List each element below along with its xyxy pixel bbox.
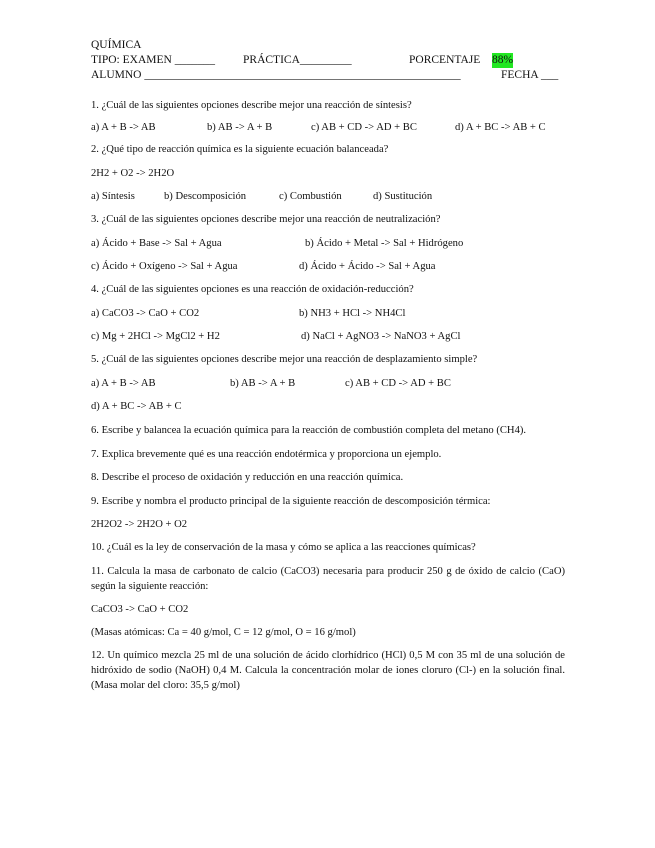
- question-11-atomic-masses: (Masas atómicas: Ca = 40 g/mol, C = 12 g/mol, O = 16 g/mol): [91, 627, 356, 638]
- exam-page: [91, 38, 565, 693]
- header-student-row: [91, 68, 565, 83]
- option-d: d) Sustitución: [373, 191, 433, 202]
- option-d: d) NaCl + AgNO3 -> NaNO3 + AgCl: [301, 331, 461, 342]
- question-3-options-row1: [91, 236, 565, 251]
- option-a: a) Ácido + Base -> Sal + Agua: [91, 238, 222, 249]
- question-11: 11. Calcula la masa de carbonato de calcio (CaCO3) necesaria para producir 250 g de óxido de calcio (CaO) según la siguiente reacción:: [91, 566, 565, 592]
- student-field: ALUMNO _______________________________________________________: [91, 69, 461, 81]
- question-9-equation: 2H2O2 -> 2H2O + O2: [91, 519, 188, 530]
- percentage-label: PORCENTAJE: [409, 54, 481, 66]
- option-d: d) A + BC -> AB + C: [91, 401, 182, 412]
- option-c: c) Mg + 2HCl -> MgCl2 + H2: [91, 331, 220, 342]
- question-3: 3. ¿Cuál de las siguientes opciones describe mejor una reacción de neutralización?: [91, 214, 441, 225]
- question-9: 9. Escribe y nombra el producto principal de la siguiente reacción de descomposición térmica:: [91, 496, 491, 507]
- practice-field: PRÁCTICA_________: [243, 54, 352, 66]
- option-b: b) AB -> A + B: [230, 378, 296, 389]
- header-subject-row: [91, 38, 565, 53]
- question-5-options-row1: [91, 376, 565, 391]
- question-1: 1. ¿Cuál de las siguientes opciones describe mejor una reacción de síntesis?: [91, 100, 412, 111]
- question-5: 5. ¿Cuál de las siguientes opciones describe mejor una reacción de desplazamiento simple?: [91, 354, 478, 365]
- exam-type-field: TIPO: EXAMEN _______: [91, 54, 215, 66]
- question-2-options: [91, 189, 565, 204]
- question-1-options: [91, 120, 565, 135]
- question-4-options-row1: [91, 306, 565, 321]
- option-b: b) Ácido + Metal -> Sal + Hidrógeno: [305, 238, 464, 249]
- option-d: d) A + BC -> AB + C: [455, 122, 546, 133]
- option-a: a) A + B -> AB: [91, 378, 156, 389]
- option-c: c) Combustión: [279, 191, 342, 202]
- question-3-options-row2: [91, 259, 565, 274]
- question-8: 8. Describe el proceso de oxidación y reducción en una reacción química.: [91, 472, 404, 483]
- option-c: c) AB + CD -> AD + BC: [311, 122, 417, 133]
- option-b: b) AB -> A + B: [207, 122, 273, 133]
- question-2: 2. ¿Qué tipo de reacción química es la siguiente ecuación balanceada?: [91, 144, 389, 155]
- option-a: a) A + B -> AB: [91, 122, 156, 133]
- question-2-equation: 2H2 + O2 -> 2H2O: [91, 168, 175, 179]
- subject-title: QUÍMICA: [91, 39, 142, 51]
- question-11-equation: CaCO3 -> CaO + CO2: [91, 604, 189, 615]
- option-b: b) NH3 + HCl -> NH4Cl: [299, 308, 406, 319]
- question-4-options-row2: [91, 329, 565, 344]
- question-6: 6. Escribe y balancea la ecuación química para la reacción de combustión completa del metano (CH4).: [91, 425, 527, 436]
- option-c: c) AB + CD -> AD + BC: [345, 378, 451, 389]
- option-d: d) Ácido + Ácido -> Sal + Agua: [299, 261, 436, 272]
- question-5-options-row2: [91, 399, 565, 414]
- header-type-row: [91, 53, 565, 68]
- question-12: 12. Un químico mezcla 25 ml de una solución de ácido clorhídrico (HCl) 0,5 M con 35 ml de una solución de hidróxido de sodio (NaOH) 0,4 M. Calcula la concentración molar de iones cloruro (Cl-) en la solución final. (Masa molar del cloro: 35,5 g/mol): [91, 650, 565, 691]
- option-a: a) Síntesis: [91, 191, 135, 202]
- percentage-value: 88%: [492, 54, 514, 66]
- question-7: 7. Explica brevemente qué es una reacción endotérmica y proporciona un ejemplo.: [91, 449, 442, 460]
- option-b: b) Descomposición: [164, 191, 247, 202]
- date-field: FECHA ___: [501, 69, 559, 81]
- option-a: a) CaCO3 -> CaO + CO2: [91, 308, 200, 319]
- question-10: 10. ¿Cuál es la ley de conservación de la masa y cómo se aplica a las reacciones químicas?: [91, 542, 476, 553]
- question-4: 4. ¿Cuál de las siguientes opciones es una reacción de oxidación-reducción?: [91, 284, 414, 295]
- option-c: c) Ácido + Oxígeno -> Sal + Agua: [91, 261, 238, 272]
